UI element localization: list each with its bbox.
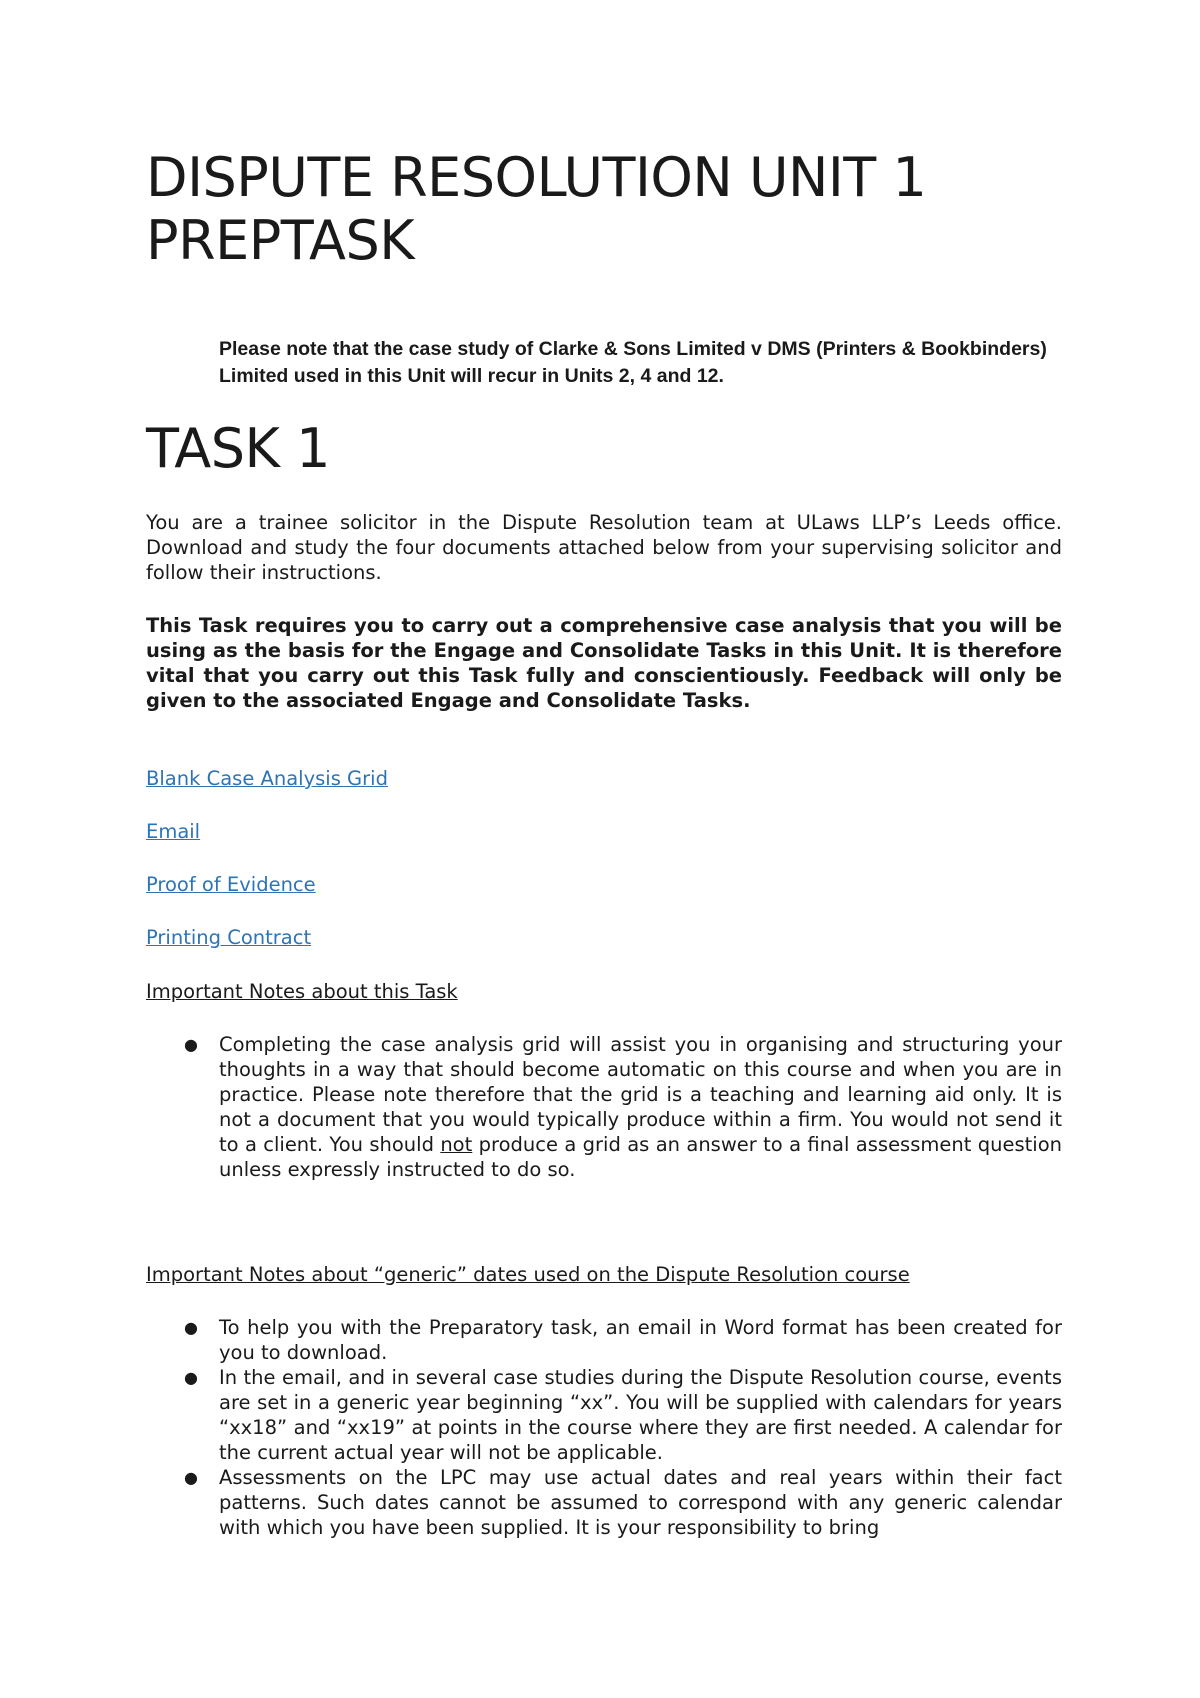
bullet-icon: ● — [184, 1318, 198, 1337]
bullet-icon: ● — [184, 1035, 198, 1054]
email-link[interactable]: Email — [146, 820, 201, 843]
bullet-text: In the email, and in several case studies during the Dispute Resolution course, events are set in a generic year beginning “xx”. You will be supplied with calendars for years “xx18” and “xx19” at points in the course where they are first needed. A calendar for the current actual year will not be applicable. — [219, 1366, 1062, 1464]
bullet-text: Assessments on the LPC may use actual dates and real years within their fact patterns. Such dates cannot be assumed to correspond with any generic calendar with which you have been supplied. It is your responsibility to bring — [219, 1466, 1062, 1539]
dates-notes-list — [146, 1315, 1062, 1540]
intro-paragraph: You are a trainee solicitor in the Dispute Resolution team at ULaws LLP’s Leeds office. Download and study the four documents attached below from your supervising solicitor and follow their instructions. — [146, 511, 1062, 584]
dates-notes-heading: Important Notes about “generic” dates used on the Dispute Resolution course — [146, 1263, 910, 1286]
blank-case-analysis-grid-link[interactable]: Blank Case Analysis Grid — [146, 767, 388, 790]
list-item — [146, 1465, 1062, 1540]
bullet-icon: ● — [184, 1468, 198, 1487]
bullet-icon: ● — [184, 1368, 198, 1387]
list-item — [146, 1315, 1062, 1365]
list-item — [146, 1032, 1062, 1182]
printing-contract-link[interactable]: Printing Contract — [146, 926, 312, 949]
task-notes-list — [146, 1032, 1062, 1182]
document-title — [146, 146, 926, 272]
bullet-text: To help you with the Preparatory task, an email in Word format has been created for you to download. — [219, 1316, 1062, 1364]
bullet-text-before: Completing the case analysis grid will assist you in organising and structuring your thoughts in a way that should become automatic on this course and when you are in practice. Please note therefore that the grid is a teaching and learning aid only. It is not a document that you would typically produce within a firm. You would not send it to a client. You should — [219, 1033, 1062, 1156]
document-title-line-2: PREPTASK — [146, 209, 415, 272]
proof-of-evidence-link[interactable]: Proof of Evidence — [146, 873, 316, 896]
list-item — [146, 1365, 1062, 1465]
document-title-line-1: DISPUTE RESOLUTION UNIT 1 — [146, 146, 927, 209]
bullet-text-after: produce a grid as an answer to a final assessment question unless expressly instructed to do so. — [219, 1133, 1062, 1181]
important-paragraph: This Task requires you to carry out a comprehensive case analysis that you will be using as the basis for the Engage and Consolidate Tasks in this Unit. It is therefore vital that you carry out this Task fully and conscientiously. Feedback will only be given to the associated Engage and Consolidate Tasks. — [146, 614, 1062, 712]
task-notes-heading: Important Notes about this Task — [146, 980, 458, 1003]
case-study-note: Please note that the case study of Clarke & Sons Limited v DMS (Printers & Bookbinders) Limited used in this Unit will recur in Units 2, 4 and 12. — [219, 338, 1047, 387]
bullet-emphasis: not — [440, 1133, 473, 1156]
task-heading: TASK 1 — [146, 417, 330, 480]
